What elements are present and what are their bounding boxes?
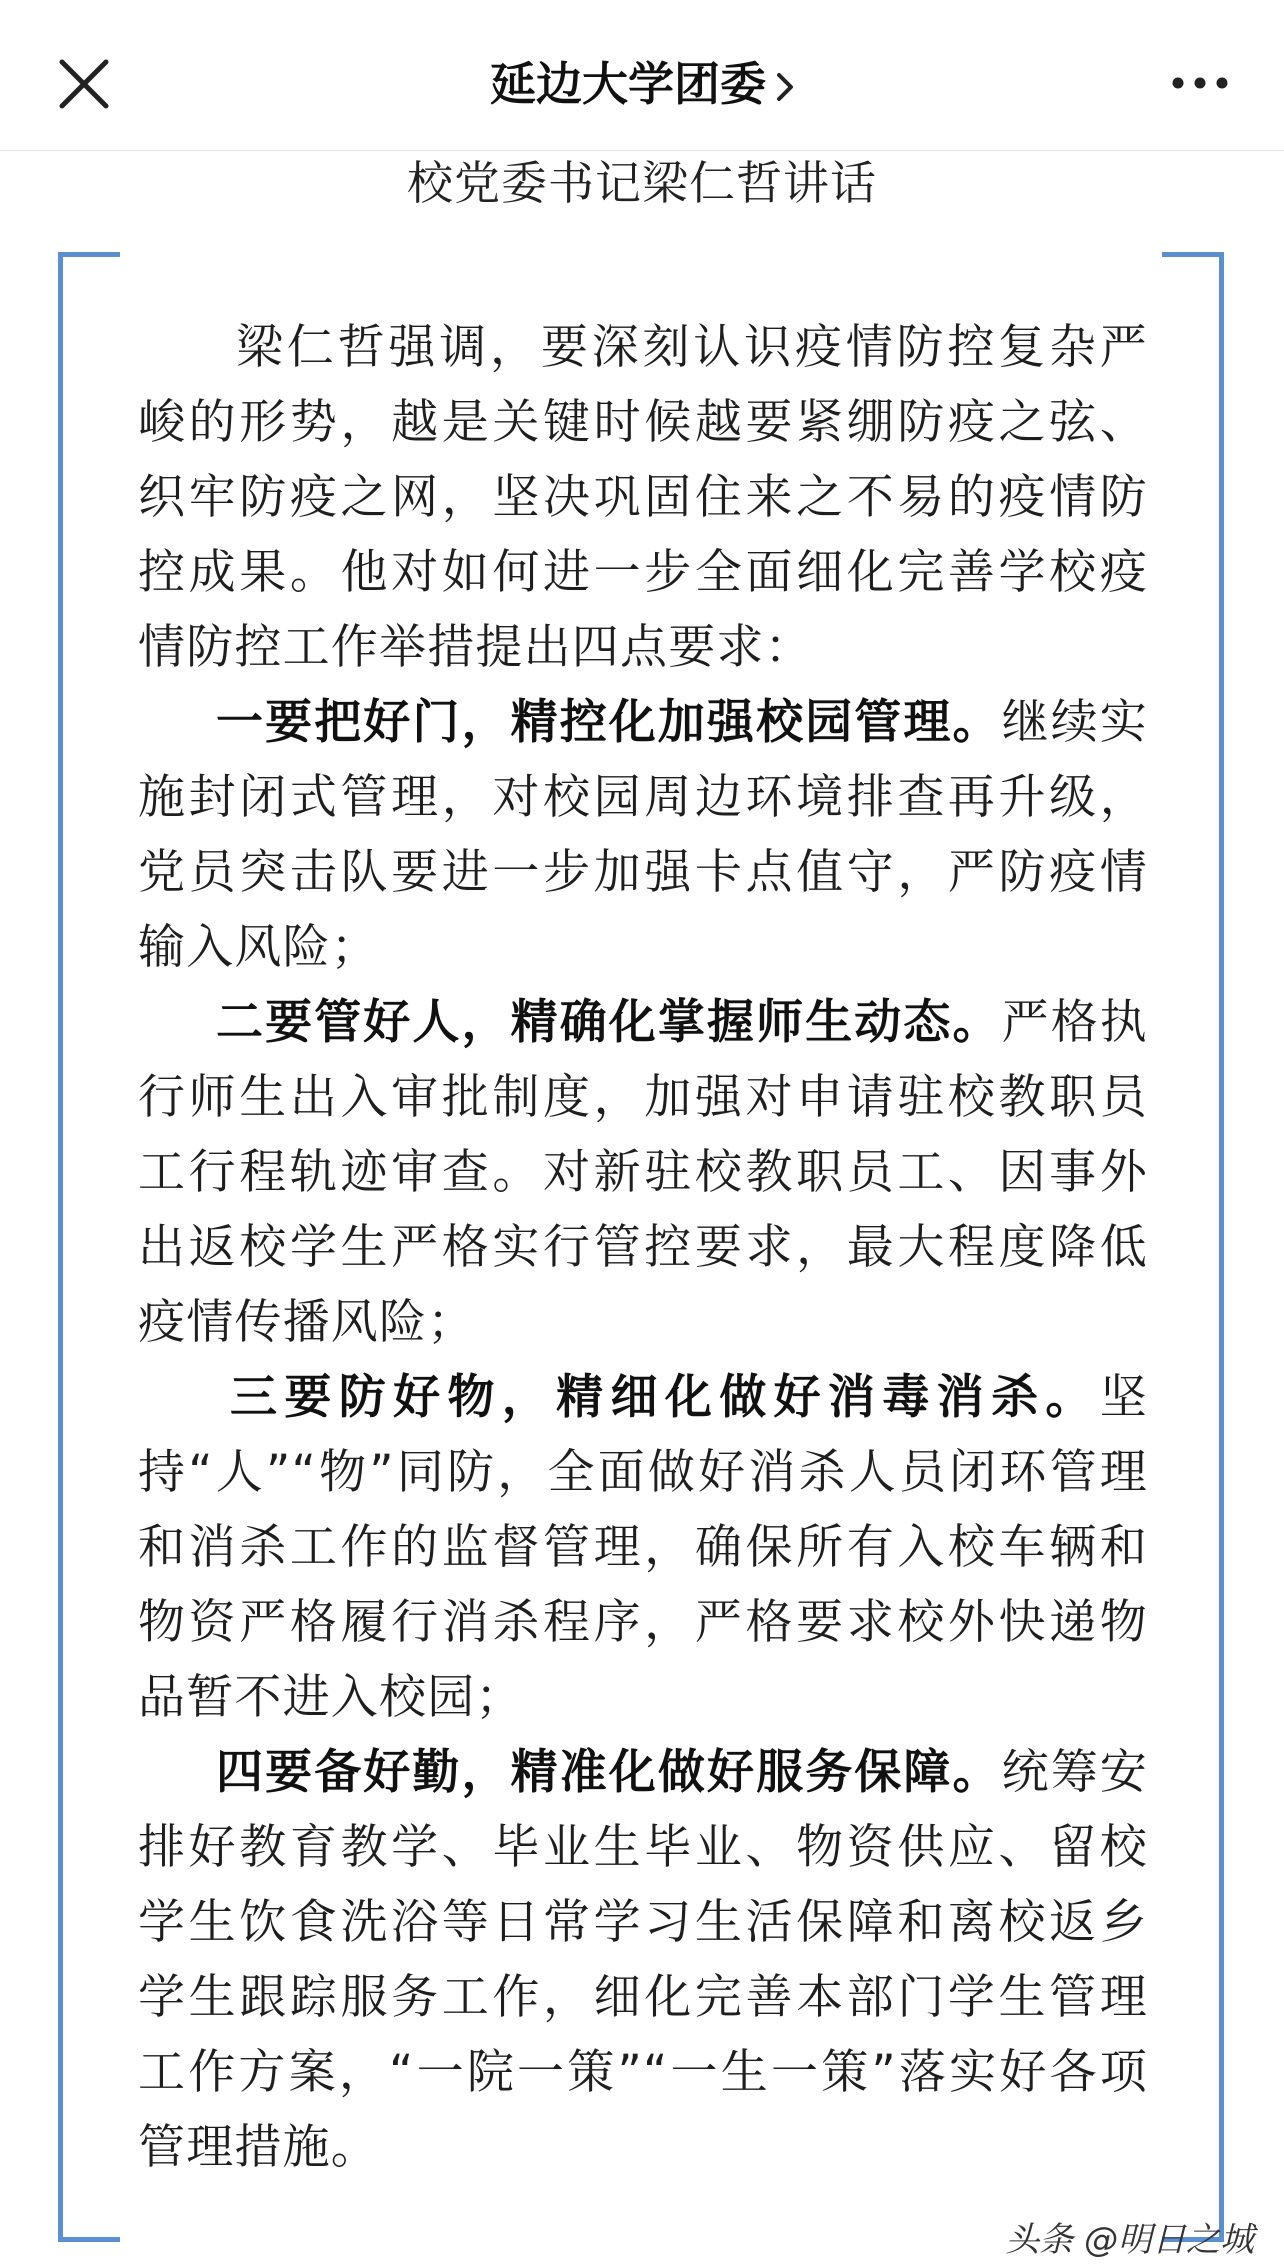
more-horizontal-icon[interactable]	[1168, 58, 1232, 108]
account-name: 延边大学团委	[490, 57, 766, 111]
point-body-3: 坚持“人”“物”同防，全面做好消杀人员闭环管理和消杀工作的监督管理，确保所有入校车辆和物资严格履行消杀程序，严格要求校外快递物品暂不进入校园；	[138, 1370, 1148, 1725]
point-paragraph-3	[138, 1360, 1148, 1735]
point-body-1: 继续实施封闭式管理，对校园周边环境排查再升级，党员突击队要进一步加强卡点值守，严防疫情输入风险；	[138, 695, 1148, 975]
point-paragraph-1	[138, 685, 1148, 985]
point-heading-1: 一要把好门，精控化加强校园管理。	[216, 695, 1002, 750]
point-body-4: 统筹安排好教育教学、毕业生毕业、物资供应、留校学生饮食洗浴等日常学习生活保障和离校返乡学生跟踪服务工作，细化完善本部门学生管理工作方案，“一院一策”“一生一策”落实好各项管理措施。	[138, 1745, 1148, 2175]
account-name-link[interactable]	[0, 52, 1284, 116]
source-watermark: 头条 @明日之城	[1005, 2220, 1254, 2260]
chevron-right-icon	[776, 54, 794, 84]
article-body	[138, 310, 1148, 2185]
point-paragraph-4	[138, 1735, 1148, 2185]
point-heading-2: 二要管好人，精确化掌握师生动态。	[216, 995, 1002, 1050]
frame-right-bracket	[1162, 252, 1224, 2242]
point-heading-3: 三要防好物，精细化做好消毒消杀。	[230, 1370, 1100, 1425]
frame-left-bracket	[58, 252, 120, 2242]
point-heading-4: 四要备好勤，精准化做好服务保障。	[216, 1745, 1002, 1800]
image-caption: 校党委书记梁仁哲讲话	[407, 156, 877, 210]
point-body-2: 严格执行师生出入审批制度，加强对申请驻校教职员工行程轨迹审查。对新驻校教职员工、因事外出返校学生严格实行管控要求，最大程度降低疫情传播风险；	[138, 995, 1148, 1350]
point-paragraph-2	[138, 985, 1148, 1360]
top-navbar	[0, 0, 1284, 151]
intro-paragraph: 梁仁哲强调，要深刻认识疫情防控复杂严峻的形势，越是关键时候越要紧绷防疫之弦、织牢防疫之网，坚决巩固住来之不易的疫情防控成果。他对如何进一步全面细化完善学校疫情防控工作举措提出四点要求：	[138, 320, 1148, 675]
